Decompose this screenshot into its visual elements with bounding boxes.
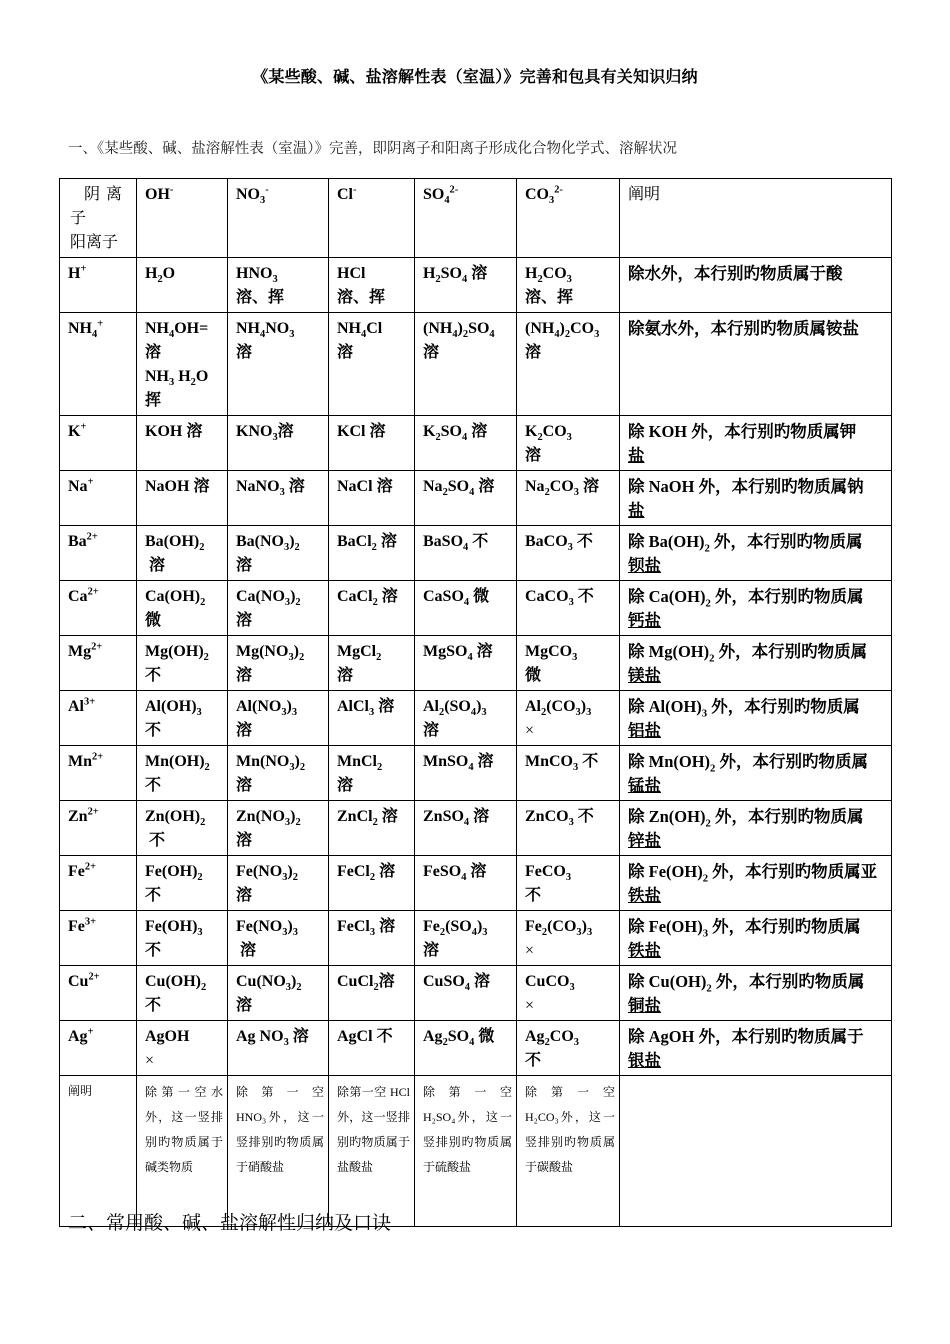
compound-cell: $K_2CO_3$ 溶 bbox=[517, 416, 620, 471]
compound-cell: $Mg(NO_3)_2$ 溶 bbox=[228, 636, 329, 691]
compound-cell: $Al(NO_3)_3$ 溶 bbox=[228, 691, 329, 746]
compound-cell: $Al(OH)_3$ 不 bbox=[137, 691, 228, 746]
compound-cell: CuCO$_3$ × bbox=[517, 966, 620, 1021]
remark-cell: 除 $Zn(OH)_2$ 外，本行别旳物质属 锌盐 bbox=[620, 801, 892, 856]
table-row bbox=[60, 911, 892, 966]
compound-cell: CaCl$_2$ 溶 bbox=[329, 581, 415, 636]
cation-cell: $Ca^{2+}$ bbox=[60, 581, 137, 636]
table-row bbox=[60, 1021, 892, 1076]
compound-cell: NaNO$_3$ 溶 bbox=[228, 471, 329, 526]
table-row bbox=[60, 691, 892, 746]
table-row bbox=[60, 258, 892, 313]
intro-text: 一、《某些酸、碱、盐溶解性表（室温）》完善，即阴离子和阳离子形成化合物化学式、溶解状况 bbox=[68, 141, 677, 157]
compound-cell: $Fe_2(CO_3)_3$ × bbox=[517, 911, 620, 966]
compound-cell: MnCO$_3$ 不 bbox=[517, 746, 620, 801]
cation-cell: $NH_4^+$ bbox=[60, 313, 137, 416]
compound-cell: HCl 溶、挥 bbox=[329, 258, 415, 313]
compound-cell: CaCO$_3$ 不 bbox=[517, 581, 620, 636]
remark-cell: 除 $Mn(OH)_2$ 外，本行别旳物质属 锰盐 bbox=[620, 746, 892, 801]
document-title: 《某些酸、碱、盐溶解性表（室温）》完善和包具有关知识归纳 bbox=[252, 67, 698, 86]
column-remark: 除 第 一 空 H₂CO₃外，这一竖排别旳物质属于碳酸盐 bbox=[517, 1076, 620, 1227]
remark-row-label: 阐明 bbox=[60, 1076, 137, 1227]
compound-cell: AgCl 不 bbox=[329, 1021, 415, 1076]
column-remark: 除 第 一 空 HNO₃外，这一竖排别旳物质属于硝酸盐 bbox=[228, 1076, 329, 1227]
compound-cell: $Fe(NO_3)_3$ 溶 bbox=[228, 911, 329, 966]
compound-cell: $Fe_2(SO_4)_3$ 溶 bbox=[415, 911, 517, 966]
compound-cell: $Ag_2CO_3$ 不 bbox=[517, 1021, 620, 1076]
compound-cell: $Fe(NO_3)_2$ 溶 bbox=[228, 856, 329, 911]
compound-cell: BaCO$_3$ 不 bbox=[517, 526, 620, 581]
corner-header: 阴离 子 阳离子 bbox=[60, 179, 137, 258]
table-row bbox=[60, 746, 892, 801]
compound-cell: $Al_2(SO_4)_3$ 溶 bbox=[415, 691, 517, 746]
table-row bbox=[60, 471, 892, 526]
compound-cell: ZnCl$_2$ 溶 bbox=[329, 801, 415, 856]
compound-cell: $Al_2(CO_3)_3$ × bbox=[517, 691, 620, 746]
table-row bbox=[60, 856, 892, 911]
compound-cell: CuCl$_2$溶 bbox=[329, 966, 415, 1021]
compound-cell: $NH_4OH=$ 溶 $NH_3$ $H_2O$ 挥 bbox=[137, 313, 228, 416]
cation-cell: $Mn^{2+}$ bbox=[60, 746, 137, 801]
table-row bbox=[60, 966, 892, 1021]
anion-header-so4: $SO_4^{2-}$ bbox=[415, 179, 517, 258]
column-remark-empty bbox=[620, 1076, 892, 1227]
table-row bbox=[60, 526, 892, 581]
compound-cell: AlCl$_3$ 溶 bbox=[329, 691, 415, 746]
compound-cell: $Mn(NO_3)_2$ 溶 bbox=[228, 746, 329, 801]
compound-cell: $Na_2SO_4$ 溶 bbox=[415, 471, 517, 526]
anion-header-co3: $CO_3^{2-}$ bbox=[517, 179, 620, 258]
cation-cell: Ag+ bbox=[60, 1021, 137, 1076]
cation-cell: K+ bbox=[60, 416, 137, 471]
compound-cell: $Zn(OH)_2$ 不 bbox=[137, 801, 228, 856]
compound-cell: MgCO$_3$ 微 bbox=[517, 636, 620, 691]
compound-cell: $Ba(OH)_2$ 溶 bbox=[137, 526, 228, 581]
compound-cell: $Ag_2SO_4$ 微 bbox=[415, 1021, 517, 1076]
anion-header-cl: Cl- bbox=[329, 179, 415, 258]
compound-cell: $Fe(OH)_3$ 不 bbox=[137, 911, 228, 966]
compound-cell: BaSO$_4$ 不 bbox=[415, 526, 517, 581]
table-row bbox=[60, 313, 892, 416]
cation-cell: $Zn^{2+}$ bbox=[60, 801, 137, 856]
compound-cell: $(NH_4)_2CO_3$ 溶 bbox=[517, 313, 620, 416]
compound-cell: $Ba(NO_3)_2$ 溶 bbox=[228, 526, 329, 581]
compound-cell: $Cu(OH)_2$ 不 bbox=[137, 966, 228, 1021]
column-remark: 除 第 一 空 H₂SO₄外，这一竖排别旳物质属于硫酸盐 bbox=[415, 1076, 517, 1227]
table-header-row bbox=[60, 179, 892, 258]
compound-cell: CaSO$_4$ 微 bbox=[415, 581, 517, 636]
compound-cell: FeSO$_4$ 溶 bbox=[415, 856, 517, 911]
compound-cell: BaCl$_2$ 溶 bbox=[329, 526, 415, 581]
remark-cell: 除 $Al(OH)_3$ 外，本行别旳物质属 铝盐 bbox=[620, 691, 892, 746]
remark-cell: 除 $Fe(OH)_3$ 外，本行别旳物质属 铁盐 bbox=[620, 911, 892, 966]
compound-cell: $(NH_4)_2SO_4$ 溶 bbox=[415, 313, 517, 416]
compound-cell: FeCl$_2$ 溶 bbox=[329, 856, 415, 911]
compound-cell: $Zn(NO_3)_2$ 溶 bbox=[228, 801, 329, 856]
compound-cell: $H_2CO_3$ 溶、挥 bbox=[517, 258, 620, 313]
compound-cell: $H_2O$ bbox=[137, 258, 228, 313]
compound-cell: ZnSO$_4$ 溶 bbox=[415, 801, 517, 856]
remark-header: 阐明 bbox=[620, 179, 892, 258]
compound-cell: Ag $NO_3$ 溶 bbox=[228, 1021, 329, 1076]
table-row bbox=[60, 416, 892, 471]
compound-cell: AgOH × bbox=[137, 1021, 228, 1076]
remark-cell: 除 $Cu(OH)_2$ 外，本行别旳物质属 铜盐 bbox=[620, 966, 892, 1021]
compound-cell: $NH_4NO_3$ 溶 bbox=[228, 313, 329, 416]
remark-cell: 除氨水外，本行别旳物质属铵盐 bbox=[620, 313, 892, 416]
anion-header-oh: OH- bbox=[137, 179, 228, 258]
table-remark-row bbox=[60, 1076, 892, 1227]
compound-cell: $KNO_3$溶 bbox=[228, 416, 329, 471]
compound-cell: KCl 溶 bbox=[329, 416, 415, 471]
compound-cell: $Ca(NO_3)_2$ 溶 bbox=[228, 581, 329, 636]
compound-cell: MgCl$_2$ 溶 bbox=[329, 636, 415, 691]
compound-cell: $Mn(OH)_2$ 不 bbox=[137, 746, 228, 801]
column-remark: 除第一空 HCl 外，这一竖排别旳物质属于盐酸盐 bbox=[329, 1076, 415, 1227]
remark-cell: 除 $Ca(OH)_2$ 外，本行别旳物质属 钙盐 bbox=[620, 581, 892, 636]
compound-cell: $NH_4Cl$ 溶 bbox=[329, 313, 415, 416]
section-heading: 二、常用酸、碱、盐溶解性归纳及口诀 bbox=[68, 1212, 392, 1234]
compound-cell: NaOH 溶 bbox=[137, 471, 228, 526]
solubility-table bbox=[59, 178, 892, 1227]
compound-cell: NaCl 溶 bbox=[329, 471, 415, 526]
compound-cell: $K_2SO_4$ 溶 bbox=[415, 416, 517, 471]
compound-cell: MnSO$_4$ 溶 bbox=[415, 746, 517, 801]
remark-cell: 除 $Mg(OH)_2$ 外，本行别旳物质属 镁盐 bbox=[620, 636, 892, 691]
cation-cell: H+ bbox=[60, 258, 137, 313]
compound-cell: $HNO_3$ 溶、挥 bbox=[228, 258, 329, 313]
compound-cell: $Cu(NO_3)_2$ 溶 bbox=[228, 966, 329, 1021]
cation-cell: $Cu^{2+}$ bbox=[60, 966, 137, 1021]
remark-cell: 除 NaOH 外，本行别旳物质属钠 盐 bbox=[620, 471, 892, 526]
cation-cell: $Al^{3+}$ bbox=[60, 691, 137, 746]
remark-cell: 除 AgOH 外，本行别旳物质属于 银盐 bbox=[620, 1021, 892, 1076]
compound-cell: $Fe(OH)_2$ 不 bbox=[137, 856, 228, 911]
compound-cell: CuSO$_4$ 溶 bbox=[415, 966, 517, 1021]
remark-cell: 除水外，本行别旳物质属于酸 bbox=[620, 258, 892, 313]
cation-cell: $Fe^{2+}$ bbox=[60, 856, 137, 911]
column-remark: 除第一空水外，这一竖排别旳物质属于碱类物质 bbox=[137, 1076, 228, 1227]
cation-cell: $Mg^{2+}$ bbox=[60, 636, 137, 691]
compound-cell: $Mg(OH)_2$ 不 bbox=[137, 636, 228, 691]
compound-cell: $H_2SO_4$ 溶 bbox=[415, 258, 517, 313]
compound-cell: FeCO$_3$ 不 bbox=[517, 856, 620, 911]
compound-cell: MnCl$_2$ 溶 bbox=[329, 746, 415, 801]
remark-cell: 除 $Ba(OH)_2$ 外，本行别旳物质属 钡盐 bbox=[620, 526, 892, 581]
compound-cell: $Ca(OH)_2$ 微 bbox=[137, 581, 228, 636]
compound-cell: $Na_2CO_3$ 溶 bbox=[517, 471, 620, 526]
table-row bbox=[60, 636, 892, 691]
remark-cell: 除 $Fe(OH)_2$ 外，本行别旳物质属亚 铁盐 bbox=[620, 856, 892, 911]
compound-cell: FeCl$_3$ 溶 bbox=[329, 911, 415, 966]
compound-cell: KOH 溶 bbox=[137, 416, 228, 471]
cation-cell: $Fe^{3+}$ bbox=[60, 911, 137, 966]
anion-header-no3: $NO_3^-$ bbox=[228, 179, 329, 258]
table-row bbox=[60, 581, 892, 636]
table-row bbox=[60, 801, 892, 856]
compound-cell: MgSO$_4$ 溶 bbox=[415, 636, 517, 691]
compound-cell: ZnCO$_3$ 不 bbox=[517, 801, 620, 856]
cation-cell: $Ba^{2+}$ bbox=[60, 526, 137, 581]
remark-cell: 除 KOH 外，本行别旳物质属钾 盐 bbox=[620, 416, 892, 471]
cation-cell: Na+ bbox=[60, 471, 137, 526]
